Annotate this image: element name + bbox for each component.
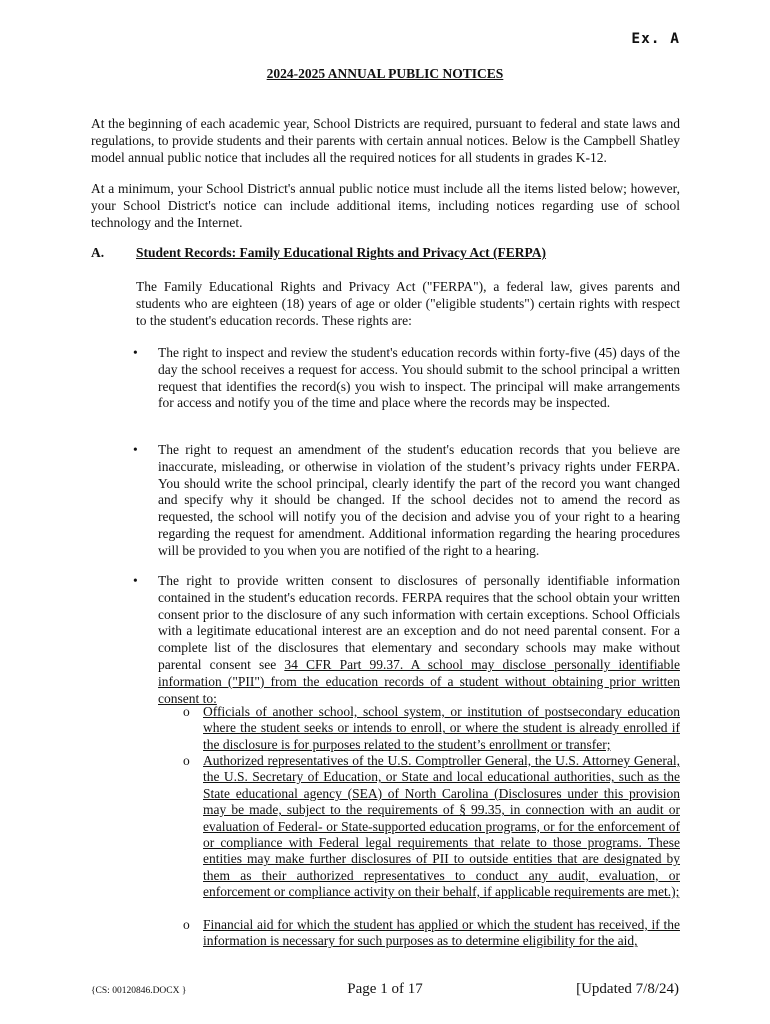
bullet-inspect-records: The right to inspect and review the student's education records within forty-five (45) days of the day the school receives a request for access. You should submit to the school principal a written request that identifies the record(s) you wish to inspect. The principal will make arrangements for access and notify you of the time and place where the records may be inspected. xyxy=(158,345,680,411)
bullet-written-consent xyxy=(158,573,680,707)
sub-item-authorized-reps: Authorized representatives of the U.S. Comptroller General, the U.S. Attorney General, the U.S. Secretary of Education, or State and local educational authorities, such as the State educational agency (SEA) of North Carolina (Disclosures under this provision may be made, subject to the requirements of § 99.35, in connection with an audit or evaluation of Federal- or State-supported education programs, or for the enforcement of or compliance with Federal legal requirements that relate to those programs. These entities may make further disclosures of PII to outside entities that are designated by them as their authorized representatives to conduct any audit, evaluation, or enforcement or compliance activity on their behalf, if applicable requirements are met.); xyxy=(203,753,680,900)
footer-updated-date: [Updated 7/8/24) xyxy=(576,981,679,997)
section-heading: Student Records: Family Educational Rights and Privacy Act (FERPA) xyxy=(136,245,546,260)
bullet-request-amendment: The right to request an amendment of the student's education records that you believe are inaccurate, misleading, or otherwise in violation of the student’s privacy rights under FERPA. You should write the school principal, clearly identify the part of the record you want changed and specify why it should be changed. If the school decides not to amend the record as requested, the school will notify you of the decision and advise you of your right to a hearing regarding the request for amendment. Additional information regarding the hearing procedures will be provided to you when you are notified of the right to a hearing. xyxy=(158,442,680,558)
section-lead-paragraph: The Family Educational Rights and Privacy Act ("FERPA"), a federal law, gives parents and students who are eighteen (18) years of age or older ("eligible students") certain rights with respect to the student's education records. These rights are: xyxy=(136,279,680,328)
regulation-reference: 34 CFR Part 99.37. A school may disclose personally identifiable information ("PII") from the education records of a student without obtaining prior written consent to: xyxy=(158,656,680,706)
bullet-icon: • xyxy=(133,442,138,457)
bullet-icon: • xyxy=(133,573,138,588)
footer-page-number: Page 1 of 17 xyxy=(347,981,423,997)
document-title: 2024-2025 ANNUAL PUBLIC NOTICES xyxy=(266,66,504,81)
bullet-consent-text: The right to provide written consent to disclosures of personally identifiable information contained in the student's education records. FERPA requires that the school obtain your written consent prior to the disclosure of any such information with certain exceptions. School Officials with a legitimate educational interest are an exception and do not need parental consent. For a complete list of the disclosures that elementary and secondary schools may make without parental consent see xyxy=(158,573,680,672)
sub-item-other-school: Officials of another school, school system, or institution of postsecondary education where the student seeks or intends to enroll, or where the student is already enrolled if the disclosure is for purposes related to the student’s enrollment or transfer; xyxy=(203,704,680,752)
exhibit-label: Ex. A xyxy=(631,31,680,47)
sub-bullet-icon: o xyxy=(183,704,190,719)
sub-bullet-icon: o xyxy=(183,753,190,768)
intro-paragraph-1: At the beginning of each academic year, School Districts are required, pursuant to federal and state laws and regulations, to provide students and their parents with certain annual notices. Below is the Campbell Shatley model annual public notice that includes all the required notices for all students in grades K-12. xyxy=(91,116,680,165)
footer-doc-id: {CS: 00120846.DOCX } xyxy=(91,986,187,996)
sub-bullet-icon: o xyxy=(183,917,190,932)
sub-item-financial-aid: Financial aid for which the student has applied or which the student has received, if the information is necessary for such purposes as to determine eligibility for the aid, xyxy=(203,917,680,949)
section-letter: A. xyxy=(91,245,105,260)
intro-paragraph-2: At a minimum, your School District's annual public notice must include all the items listed below; however, your School District's notice can include additional items, including notices regarding use of school technology and the Internet. xyxy=(91,181,680,230)
bullet-icon: • xyxy=(133,345,138,360)
